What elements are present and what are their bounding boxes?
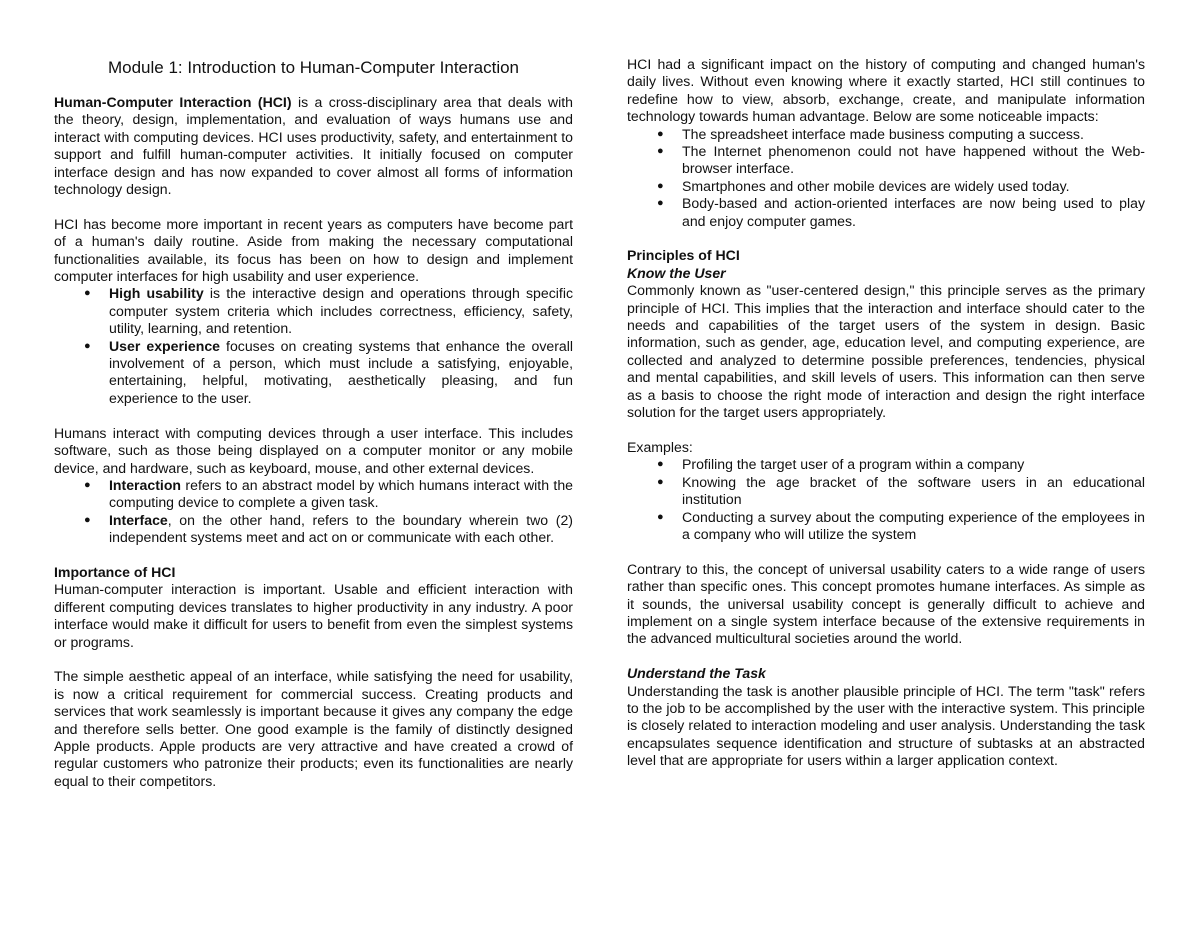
examples-label: Examples: [627,438,693,455]
importance-heading: Importance of HCI [54,563,176,580]
list-item [54,338,573,408]
list-item-text: Body-based and action-oriented interfaces are now being used to play and enjoy computer games. [682,195,1145,229]
list-item [627,126,1145,143]
intro-paragraph [54,94,573,198]
know-user-paragraph: Commonly known as "user-centered design," this principle serves as the primary principle of HCI. This implies that the interaction and interface should cater to the needs and capabilities of the target users of the system in design. Basic information, such as gender, age, education level, and computing experience, are collected and analyzed to determine possible preferences, tendencies, physical and mental capabilities, and skill levels of users. This information can then serve as a basis to choose the right mode of interaction and design the right interface solution for the target users appropriately. [627,282,1145,421]
list-item-text: The spreadsheet interface made business computing a success. [682,125,1084,142]
list-item [54,285,573,337]
list-item [627,456,1145,473]
importance-paragraph-2: The simple aesthetic appeal of an interface, while satisfying the need for usability, is now a critical requirement for commercial success. Creating products and services that work seamlessly is important because it gives any company the edge and therefore sells better. One good example is the family of distinctly designed Apple products. Apple products are very attractive and have created a crowd of regular customers who patronize their products; even its functionalities are nearly equal to their competitors. [54,668,573,789]
user-interface-paragraph: Humans interact with computing devices through a user interface. This includes software, such as those being displayed on a computer monitor or any mobile device, and hardware, such as keyboard, mouse, and other external devices. [54,424,573,476]
list-item [54,512,573,547]
document-title: Module 1: Introduction to Human-Computer Interaction [107,58,520,77]
impact-paragraph: HCI had a significant impact on the history of computing and changed human's daily lives. Without even knowing where it exactly started, HCI still continues to redefine how to view, absorb, exchange, create, and manipulate information technology towards human advantage. Below are some noticeable impacts: [627,56,1145,125]
intro-term: Human-Computer Interaction (HCI) [54,94,292,110]
bullet-icon: ● [657,197,664,210]
know-user-heading: Know the User [627,264,726,281]
list-item-text: Conducting a survey about the computing experience of the employees in a company who will utilize the system [682,508,1145,542]
list-item [627,509,1145,544]
list-item [54,477,573,512]
list-item-term: Interface [109,511,168,528]
list-item-text: , on the other hand, refers to the boundary wherein two (2) independent systems meet and act on or communicate with each other. [109,511,573,546]
left-column [54,56,573,808]
list-item-text: focuses on creating systems that enhance the overall involvement of a person, which must include a satisfying, enjoyable, entertaining, helpful, motivating, aesthetically pleasing, and fun experience to the user. [109,337,573,406]
impacts-list [627,126,1145,230]
list-item-text: is the interactive design and operations through specific computer system criteria which includes correctness, efficiency, safety, utility, learning, and retention. [109,285,573,337]
importance-paragraph-1: Human-computer interaction is important. Usable and efficient interaction with different computing devices translates to higher productivity in any industry. A poor interface would make it difficult for users to benefit from even the simplest systems or programs. [54,581,573,650]
right-column [627,56,1145,787]
bullet-icon: ● [657,510,664,523]
list-item-text: Smartphones and other mobile devices are widely used today. [682,177,1070,194]
list-item-term: High usability [109,285,204,302]
list-item [627,474,1145,509]
importance-context-paragraph: HCI has become more important in recent years as computers have become part of a human's daily routine. Aside from making the necessary computational functionalities available, its focus has been on how to design and implement computer interfaces for high usability and user experience. [54,215,573,285]
intro-text: is a cross-disciplinary area that deals with the theory, design, implementation, and evaluation of ways humans use and interact with computing devices. HCI uses productivity, safety, and entertainment to support and fulfill human-computer activities. It initially focused on computer interface design and has now expanded to cover almost all forms of information technology design. [54,94,573,198]
bullet-icon: ● [657,458,664,471]
list-item-text: The Internet phenomenon could not have happened without the Web-browser interface. [682,143,1145,177]
list-item-term: User experience [109,337,221,354]
list-item [627,195,1145,230]
examples-list [627,456,1145,543]
bullet-icon: ● [84,513,91,526]
bullet-icon: ● [657,127,664,140]
list-item-text: refers to an abstract model by which humans interact with the computing device to complete a given task. [109,476,573,511]
bullet-icon: ● [84,339,91,352]
bullet-icon: ● [657,145,664,158]
bullet-icon: ● [657,179,664,192]
interaction-list [54,477,573,547]
task-paragraph: Understanding the task is another plausible principle of HCI. The term "task" refers to the job to be accomplished by the user with the interactive system. This principle is closely related to interaction modeling and user analysis. Understanding the task encapsulates sequence identification and structure of subtasks at an abstracted level that are appropriate for users within a larger application context. [627,682,1145,769]
list-item-text: Knowing the age bracket of the software users in an educational institution [682,473,1145,508]
bullet-icon: ● [657,475,664,488]
list-item-text: Profiling the target user of a program within a company [682,456,1025,473]
bullet-icon: ● [84,287,91,300]
usability-list [54,285,573,407]
list-item [627,178,1145,195]
bullet-icon: ● [84,478,91,491]
list-item-term: Interaction [109,476,182,493]
task-heading: Understand the Task [627,665,766,682]
principles-heading: Principles of HCI [627,247,740,264]
universal-usability-paragraph: Contrary to this, the concept of universal usability caters to a wide range of users rather than specific ones. This concept promotes humane interfaces. As simple as it sounds, the universal usability concept is generally difficult to achieve and implement on a single system interface because of the extensive requirements in the advanced multicultural societies around the world. [627,560,1145,647]
list-item [627,143,1145,178]
